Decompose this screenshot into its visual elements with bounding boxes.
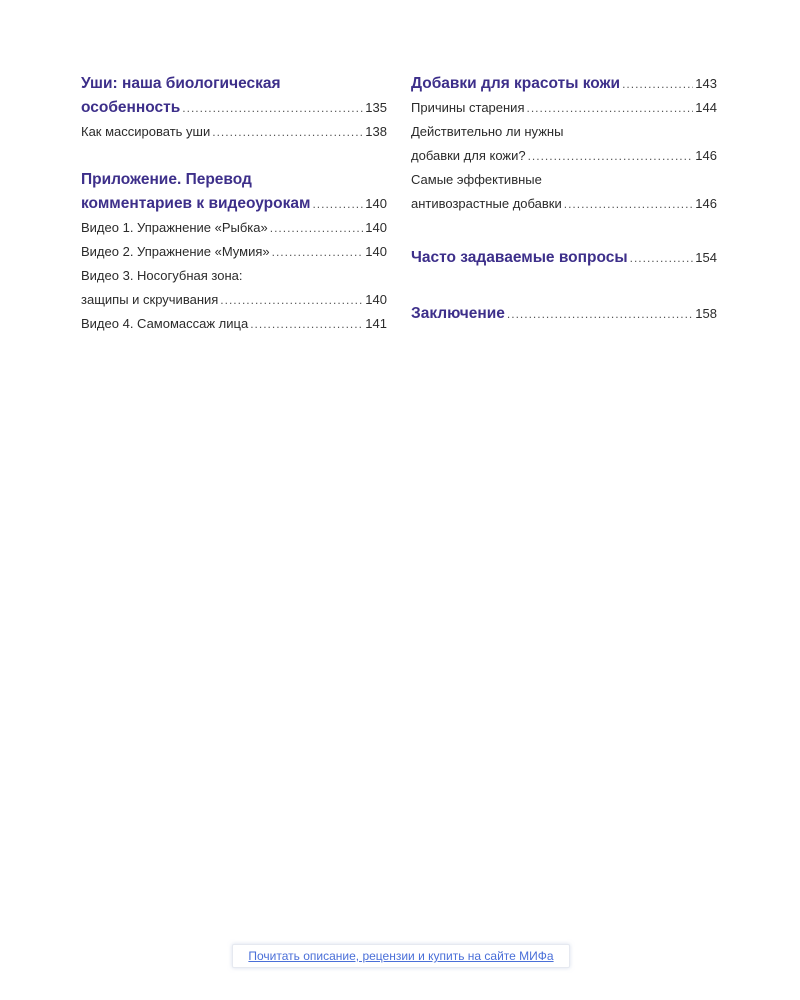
toc-entry[interactable] bbox=[411, 192, 717, 216]
toc-page-number: 144 bbox=[695, 100, 717, 115]
toc-left-column bbox=[81, 72, 387, 336]
toc-section-conclusion bbox=[411, 302, 717, 326]
toc-heading[interactable] bbox=[411, 246, 717, 270]
toc-entry[interactable] bbox=[81, 288, 387, 312]
toc-page-number: 146 bbox=[695, 148, 717, 163]
toc-heading[interactable] bbox=[81, 72, 387, 96]
toc-entry-label: антивозрастные добавки bbox=[411, 196, 562, 211]
toc-leader-dots bbox=[622, 72, 693, 96]
toc-heading[interactable] bbox=[411, 302, 717, 326]
toc-heading[interactable] bbox=[411, 72, 717, 96]
toc-entry-label: Видео 1. Упражнение «Рыбка» bbox=[81, 220, 268, 235]
toc-leader-dots bbox=[630, 246, 694, 270]
toc-page-number: 140 bbox=[365, 292, 387, 307]
toc-leader-dots bbox=[564, 192, 694, 216]
toc-page-number: 158 bbox=[695, 306, 717, 321]
toc-right-column bbox=[411, 72, 717, 326]
toc-page-number: 154 bbox=[695, 250, 717, 265]
toc-heading[interactable] bbox=[81, 96, 387, 120]
toc-entry[interactable] bbox=[411, 120, 717, 144]
toc-page-number: 140 bbox=[365, 220, 387, 235]
toc-section-supplements bbox=[411, 72, 717, 216]
toc-leader-dots bbox=[526, 96, 693, 120]
toc-entry-label: Как массировать уши bbox=[81, 124, 211, 139]
toc-leader-dots bbox=[272, 240, 364, 264]
toc-section-appendix bbox=[81, 168, 387, 336]
toc-page-number: 141 bbox=[365, 316, 387, 331]
toc-leader-dots bbox=[220, 288, 363, 312]
toc-heading-text: особенность bbox=[81, 99, 181, 116]
toc-heading-text: Заключение bbox=[411, 305, 505, 322]
toc-page-number: 146 bbox=[695, 196, 717, 211]
toc-heading-text: комментариев к видеоурокам bbox=[81, 195, 311, 212]
toc-heading-text: Уши: наша биологическая bbox=[81, 75, 281, 92]
toc-heading-text: Приложение. Перевод bbox=[81, 171, 252, 188]
buy-on-mif-site-link[interactable]: Почитать описание, рецензии и купить на сайте МИФа bbox=[232, 944, 570, 968]
toc-entry-label: Видео 4. Самомассаж лица bbox=[81, 316, 249, 331]
toc-heading[interactable] bbox=[81, 192, 387, 216]
toc-entry[interactable] bbox=[411, 168, 717, 192]
toc-page-number: 140 bbox=[365, 196, 387, 211]
toc-heading-text: Часто задаваемые вопросы bbox=[411, 249, 628, 266]
toc-entry[interactable] bbox=[81, 264, 387, 288]
toc-leader-dots bbox=[507, 302, 693, 326]
toc-entry[interactable] bbox=[411, 144, 717, 168]
toc-leader-dots bbox=[528, 144, 694, 168]
toc-leader-dots bbox=[312, 192, 363, 216]
toc-heading[interactable] bbox=[81, 168, 387, 192]
toc-leader-dots bbox=[250, 312, 363, 336]
toc-page-number: 138 bbox=[365, 124, 387, 139]
toc-entry[interactable] bbox=[81, 312, 387, 336]
toc-heading-text: Добавки для красоты кожи bbox=[411, 75, 621, 92]
toc-entry-label: защипы и скручивания bbox=[81, 292, 219, 307]
spacer bbox=[81, 144, 387, 168]
toc-entry-label: добавки для кожи? bbox=[411, 148, 526, 163]
toc-entry[interactable] bbox=[81, 120, 387, 144]
toc-section-ears bbox=[81, 72, 387, 144]
toc-section-faq bbox=[411, 246, 717, 270]
spacer bbox=[411, 216, 717, 246]
toc-entry-label: Причины старения bbox=[411, 100, 525, 115]
toc-entry-label: Самые эффективные bbox=[411, 172, 542, 187]
toc-page-number: 140 bbox=[365, 244, 387, 259]
toc-page-number: 143 bbox=[695, 76, 717, 91]
toc-entry-label: Действительно ли нужны bbox=[411, 124, 564, 139]
toc-entry-label: Видео 3. Носогубная зона: bbox=[81, 268, 243, 283]
spacer bbox=[411, 270, 717, 302]
toc-leader-dots bbox=[212, 120, 363, 144]
toc-leader-dots bbox=[270, 216, 364, 240]
toc-entry[interactable] bbox=[411, 96, 717, 120]
toc-leader-dots bbox=[182, 96, 363, 120]
toc-entry[interactable] bbox=[81, 216, 387, 240]
toc-entry-label: Видео 2. Упражнение «Мумия» bbox=[81, 244, 270, 259]
toc-page-number: 135 bbox=[365, 100, 387, 115]
toc-entry[interactable] bbox=[81, 240, 387, 264]
